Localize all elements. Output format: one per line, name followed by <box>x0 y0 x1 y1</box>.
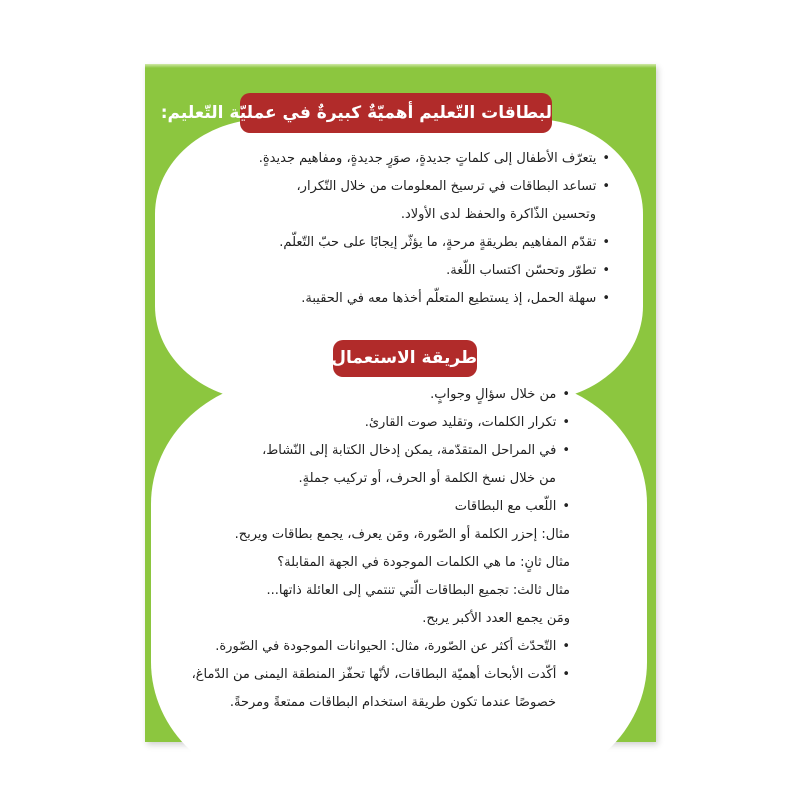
list-item: • تقدّم المفاهيم بطريقةٍ مرحةٍ، ما يؤثّر إيجابًا على حبّ التّعلّم. <box>190 229 610 257</box>
list-item: • تكرار الكلمات، وتقليد صوت القارئ. <box>190 409 570 437</box>
list-item: • اللّعب مع البطاقات <box>190 493 570 521</box>
usage-list <box>190 381 570 717</box>
list-item: • تساعد البطاقات في ترسيخ المعلومات من خلال التّكرار، <box>190 173 610 201</box>
list-item: مثال ثالث: تجميع البطاقات الّتي تنتمي إلى العائلة ذاتها... <box>266 583 570 598</box>
list-item: خصوصًا عندما تكون طريقة استخدام البطاقات ممتعةً ومرحةً. <box>229 695 556 710</box>
card-top-edge <box>145 64 656 68</box>
benefits-list <box>190 145 610 313</box>
usage-title-banner: طريقة الاستعمال <box>333 340 477 377</box>
list-item: • أكّدت الأبحاث أهميّة البطاقات، لأنّها تحفّز المنطقة اليمنى من الدّماغ، <box>190 661 570 689</box>
list-item: • في المراحل المتقدّمة، يمكن إدخال الكتابة إلى النّشاط، <box>190 437 570 465</box>
list-item: مثال: إحزر الكلمة أو الصّورة، ومَن يعرف، يجمع بطاقات ويربح. <box>234 527 570 542</box>
list-item: • يتعرّف الأطفال إلى كلماتٍ جديدةٍ، صوَرٍ جديدةٍ، ومفاهيم جديدةٍ. <box>190 145 610 173</box>
list-item: ومَن يجمع العدد الأكبر يربح. <box>422 611 570 626</box>
list-item: • تطوّر وتحسّن اكتساب اللّغة. <box>190 257 610 285</box>
list-item: وتحسين الذّاكرة والحفظ لدى الأولاد. <box>400 207 596 222</box>
list-item: • من خلال سؤالٍ وجوابٍ. <box>190 381 570 409</box>
list-item: مثال ثانٍ: ما هي الكلمات الموجودة في الجهة المقابلة؟ <box>277 555 570 570</box>
list-item: • التّحدّث أكثر عن الصّورة، مثال: الحيوانات الموجودة في الصّورة. <box>190 633 570 661</box>
benefits-title-banner: لبطاقات التّعليم أهميّةٌ كبيرةٌ في عمليّة التّعليم: <box>240 93 552 133</box>
list-item: من خلال نسخ الكلمة أو الحرف، أو تركيب جملةٍ. <box>298 471 556 486</box>
list-item: • سهلة الحمل، إذ يستطيع المتعلّم أخذها معه في الحقيبة. <box>190 285 610 313</box>
